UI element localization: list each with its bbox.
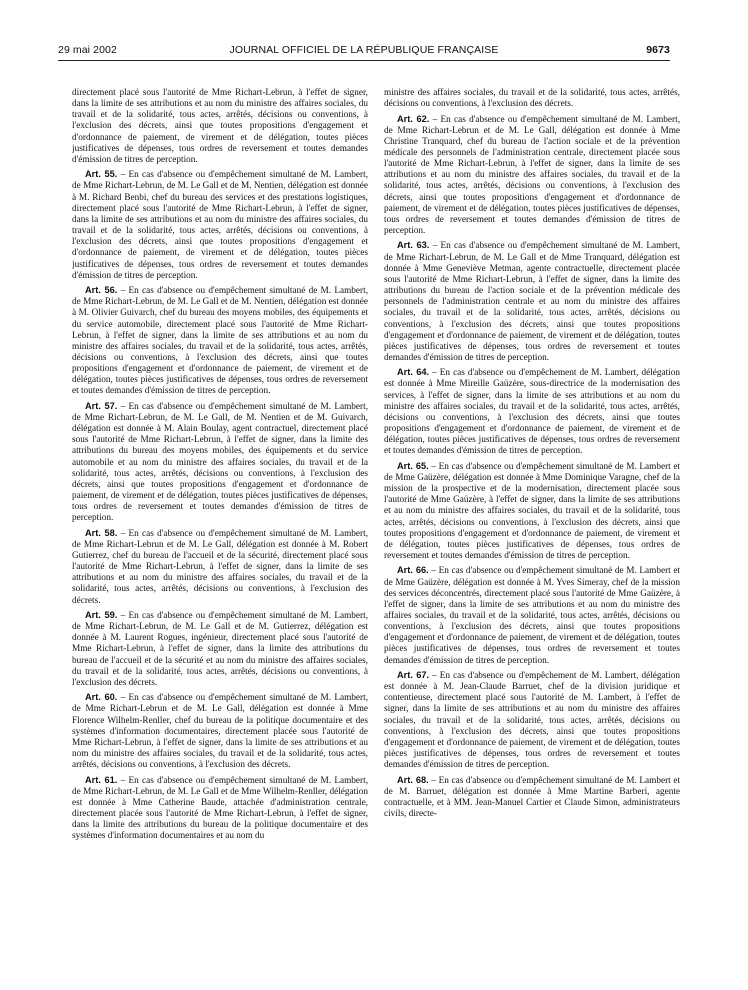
article-text: – En cas d'absence ou d'empêchement simultané de M. Lambert et de M. Barruet, délégation est donnée à Mme Martine Barberi, agente contractuelle, et à MM. Jean-Manuel Cartier et Claude Simon, administrateurs civils, directe- [384,775,680,819]
article-label: Art. 65. [397,460,429,471]
article-text: – En cas d'absence ou d'empêchement de M. Lambert, délégation est donnée à Mme Mireille Gaüzère, sous-directrice de la modernisation des services, à l'effet de signer, dans la limite de ses attributions et au nom du ministre des affaires sociales, du travail et de la solidarité, tous actes, arrêtés, décisions ou conventions, à l'exclusion des décrets, ainsi que toutes propositions d'engagement et d'ordonnance de paiement, de virement et de délégation, toutes pièces justificatives de dépenses, tous ordres de reversement et toutes demandes d'émission de titres de perception. [384,368,680,457]
article-text: ministre des affaires sociales, du travail et de la solidarité, tous actes, arrêtés, décisions ou conventions, à l'exclusion des décrets. [384,88,680,110]
article-label: Art. 67. [397,669,430,680]
article-paragraph [72,692,368,771]
article-paragraph [384,367,680,457]
article-paragraph [384,565,680,666]
article-label: Art. 66. [397,565,429,576]
article-paragraph [384,114,680,238]
left-column [72,88,368,983]
article-text: – En cas d'absence ou d'empêchement de M. Lambert, délégation est donnée à M. Jean-Claude Barruet, chef de la division juridique et contentieuse, directement placé sous l'autorité de M. Lambert, à l'effet de signer, dans la limite de ses attributions et au nom du ministre des affaires sociales, du travail et de la solidarité, tous actes, arrêtés, décisions ou conventions, à l'exclusion des décrets, ainsi que toutes propositions d'engagement et d'ordonnance de paiement, de virement et de délégation, toutes pièces justificatives de dépenses, tous ordres de reversement et toutes demandes d'émission de titres de perception. [384,670,680,771]
article-paragraph [384,88,680,110]
article-paragraph [384,461,680,562]
article-text: – En cas d'absence ou d'empêchement simultané de M. Lambert et de Mme Gaüzère, délégation est donnée à Mme Dominique Varagne, chef de la mission de la prospective et de la modernisation, directement placée sous l'autorité de Mme Gaüzère, à l'effet de signer, dans la limite de ses attributions et au nom du ministre des affaires sociales, du travail et de la solidarité, tous actes, arrêtés, décisions ou conventions, à l'exclusion des décrets, ainsi que toutes propositions d'engagement et d'ordonnance de paiement, de virement et de délégation, toutes pièces justificatives de dépenses, tous ordres de reversement et toutes demandes d'émission de titres de perception. [384,461,680,561]
article-label: Art. 68. [397,774,429,785]
article-paragraph [384,670,680,771]
article-text: – En cas d'absence ou d'empêchement simultané de M. Lambert, de Mme Richart-Lebrun, de M. Le Gall et de M. Nentien, délégation est donnée à M. Richard Benbi, chef du bureau des services et des prestations logistiques, directement placé sous l'autorité de Mme Richart-Lebrun, à l'effet de signer, dans la limite de ses attributions et au nom du ministre des affaires sociales, du travail et de la solidarité, tous actes, arrêtés, décisions ou conventions, à l'exclusion des décrets, ainsi que toutes propositions d'engagement et d'ordonnance de paiement, de virement et de délégation, toutes pièces justificatives de dépenses, tous ordres de reversement et toutes demandes d'émission de titres de perception. [72,170,368,281]
article-text: – En cas d'absence ou d'empêchement simultané de M. Lambert, de Mme Richart-Lebrun et de M. Le Gall, délégation est donnée à M. Robert Gutierrez, chef du bureau de l'accueil et de la sécurité, directement placé sous l'autorité de Mme Richart-Lebrun, à l'effet de signer, dans la limite de ses attributions et au nom du ministre des affaires sociales, du travail et de la solidarité, tous actes, arrêtés, décisions ou conventions, à l'exclusion des décrets. [72,528,368,606]
article-paragraph [72,401,368,525]
header-date: 29 mai 2002 [58,44,117,56]
header-page-number: 9673 [646,44,670,56]
article-label: Art. 60. [85,692,118,703]
article-text: directement placé sous l'autorité de Mme Richart-Lebrun, à l'effet de signer, dans la limite de ses attributions et au nom du ministre des affaires sociales, du travail et de la solidarité, tous actes, arrêtés, décisions ou conventions, à l'exclusion des décrets, ainsi que toutes propositions d'engagement et d'ordonnance de paiement, de virement et de délégation, toutes pièces justificatives de dépenses, tous ordres de reversement et toutes demandes d'émission de titres de perception. [72,88,368,165]
article-label: Art. 63. [397,240,430,251]
article-paragraph [72,775,368,843]
article-paragraph [72,285,368,398]
article-paragraph [384,240,680,364]
article-paragraph [72,169,368,282]
article-label: Art. 55. [85,169,118,180]
article-text: – En cas d'absence ou d'empêchement simultané de M. Lambert, de Mme Richart-Lebrun, de M. Le Gall et de Mme Tranquard, délégation est donnée à Mme Geneviève Metman, agente contractuelle, directement placée sous l'autorité de Mme Richart-Lebrun, à l'effet de signer, dans la limite des attributions du bureau de l'action sociale et de la prévention médicale des personnels de l'administration centrale et au nom du ministre des affaires sociales, du travail et de la solidarité, tous actes, arrêtés, décisions ou conventions, à l'exclusion des décrets, ainsi que toutes propositions d'engagement et d'ordonnance de paiement, de virement et de délégation, toutes pièces justificatives de dépenses, tous ordres de reversement et toutes demandes d'émission de titres de perception. [384,241,680,363]
article-text: – En cas d'absence ou d'empêchement simultané de M. Lambert, de Mme Richart-Lebrun, de M. Le Gall, de M. Nentien et de M. Guivarch, délégation est donnée à M. Alain Boulay, agent contractuel, directement placé sous l'autorité de Mme Richart-Lebrun, à l'effet de signer, dans la limite des attributions du bureau des moyens mobiles, des équipements et du service automobile et au nom du ministre des affaires sociales, du travail et de la solidarité, tous actes, arrêtés, décisions ou conventions, à l'exclusion des décrets, ainsi que toutes propositions d'engagement et d'ordonnance de paiement, de virement et de délégation, toutes pièces justificatives de dépenses, tous ordres de reversement et toutes demandes d'émission de titres de perception. [72,401,368,524]
right-column [384,88,680,983]
article-text: – En cas d'absence ou d'empêchement simultané de M. Lambert, de Mme Richart-Lebrun et de M. Le Gall, délégation est donnée à Mme Florence Wilhelm-Renller, chef du bureau de la politique documentaire et des systèmes d'information documentaires, directement placée sous l'autorité de Mme Richart-Lebrun, à l'effet de signer, dans la limite de ses attributions et au nom du ministre des affaires sociales, du travail et de la solidarité, tous actes, arrêtés, décisions ou conventions, à l'exclusion des décrets. [72,693,368,771]
article-paragraph [72,610,368,689]
article-text: – En cas d'absence ou d'empêchement simultané de M. Lambert, de Mme Richart-Lebrun, de M. Le Gall et de M. Gutierrez, délégation est donnée à M. Laurent Rogues, ingénieur, directement placé sous l'autorité de Mme Richart-Lebrun, à l'effet de signer, dans la limite des attributions du bureau de l'accueil et de la sécurité et au nom du ministre des affaires sociales, du travail et de la solidarité, tous actes, arrêtés, décisions ou conventions, à l'exclusion des décrets. [72,610,368,688]
article-paragraph [72,88,368,166]
article-text: – En cas d'absence ou d'empêchement simultané de M. Lambert et de Mme Gaüzère, délégation est donnée à M. Yves Simeray, chef de la mission des services déconcentrés, directement placé sous l'autorité de Mme Gaüzère, à l'effet de signer, dans la limite de ses attributions et au nom du ministre des affaires sociales, du travail et de la solidarité, tous actes, arrêtés, décisions ou conventions, à l'exclusion des décrets, ainsi que toutes propositions d'engagement et d'ordonnance de paiement, de virement et de délégation, toutes pièces justificatives de dépenses, tous ordres de reversement et toutes demandes d'émission de titres de perception. [384,566,680,666]
page-header [58,44,670,58]
header-title: JOURNAL OFFICIEL DE LA RÉPUBLIQUE FRANÇAISE [229,44,499,56]
article-label: Art. 56. [85,285,118,296]
article-label: Art. 64. [397,367,430,378]
header-rule [58,60,670,61]
article-paragraph [384,775,680,821]
article-label: Art. 57. [85,400,118,411]
article-paragraph [72,528,368,607]
article-label: Art. 61. [85,774,118,785]
article-label: Art. 58. [85,527,118,538]
article-label: Art. 62. [397,113,430,124]
article-text: – En cas d'absence ou d'empêchement simultané de M. Lambert, de Mme Richart-Lebrun et de M. Le Gall, délégation est donnée à Mme Christine Tranquard, chef du bureau de l'action sociale et de la prévention médicale des personnels de l'administration centrale, directement placée sous l'autorité de Mme Richart-Lebrun, à l'effet de signer, dans la limite de ses attributions et au nom du ministre des affaires sociales, du travail et de la solidarité, tous actes, arrêtés, décisions ou conventions, à l'exclusion des décrets, ainsi que toutes propositions d'engagement et d'ordonnance de paiement, de virement et de délégation, toutes pièces justificatives de dépenses, tous ordres de reversement et toutes demandes d'émission de titres de perception. [384,114,680,237]
article-label: Art. 59. [85,609,118,620]
article-text: – En cas d'absence ou d'empêchement simultané de M. Lambert, de Mme Richart-Lebrun, de M. Le Gall et de M. Nentien, délégation est donnée à M. Olivier Guivarch, chef du bureau des moyens mobiles, des équipements et du service automobile, directement placé sous l'autorité de Mme Richart-Lebrun, à l'effet de signer, dans la limite de ses attributions et au nom du ministre des affaires sociales, du travail et de la solidarité, tous actes, arrêtés, décisions ou conventions, à l'exclusion des décrets, ainsi que toutes propositions d'engagement et d'ordonnance de paiement, de virement et de délégation, toutes pièces justificatives de dépenses, tous ordres de reversement et toutes demandes d'émission de titres de perception. [72,286,368,397]
article-text: – En cas d'absence ou d'empêchement simultané de M. Lambert, de Mme Richart-Lebrun, de M. Le Gall et de Mme Wilhelm-Renller, délégation est donnée à Mme Catherine Baude, attachée d'administration centrale, directement placée sous l'autorité de Mme Richart-Lebrun, à l'effet de signer, dans la limite des attributions du bureau de la politique documentaire et des systèmes d'information documentaires et au nom du [72,775,368,842]
